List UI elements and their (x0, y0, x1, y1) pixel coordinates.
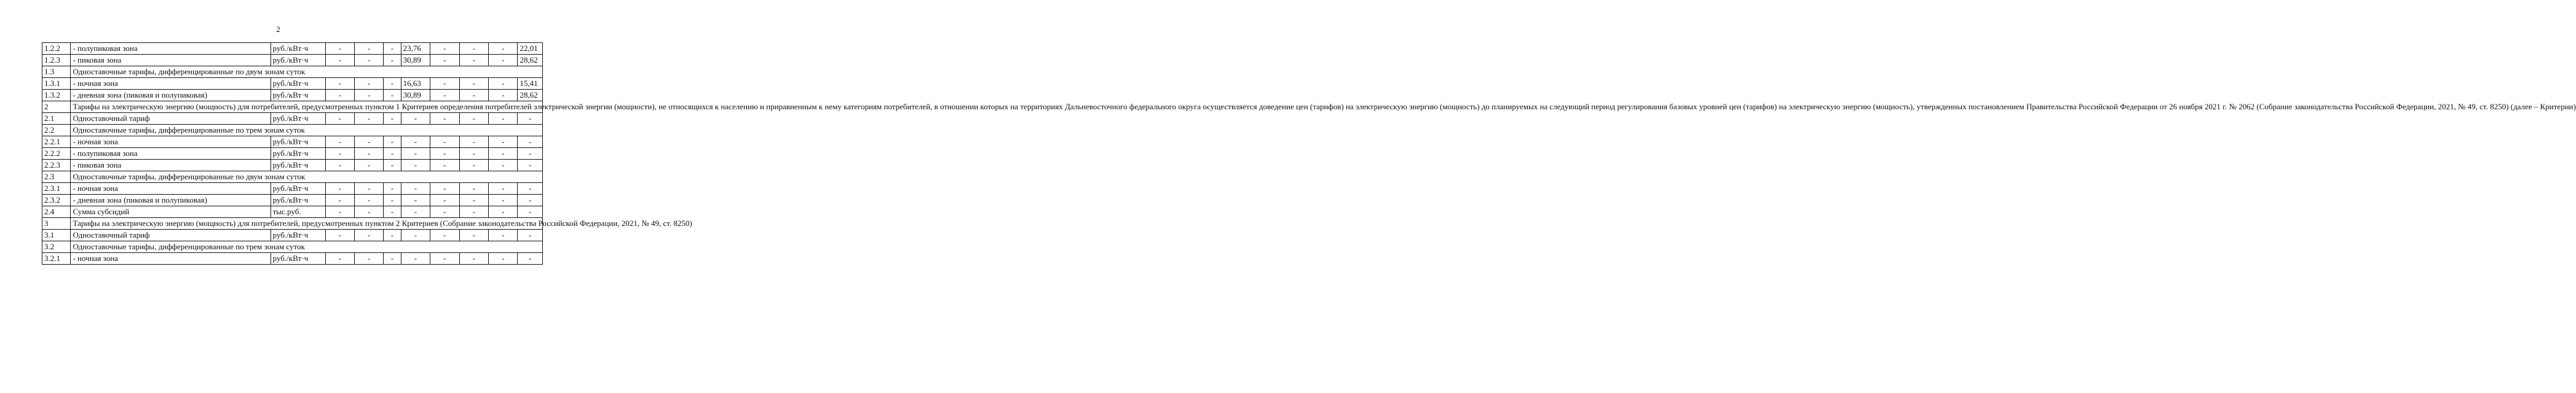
unit-cell: руб./кВт·ч (271, 253, 325, 265)
value-cell: - (430, 90, 459, 101)
row-label: Одноставочный тариф (71, 230, 271, 241)
value-cell: - (430, 113, 459, 125)
table-row (42, 90, 543, 101)
value-cell: - (325, 43, 354, 55)
value-cell: - (459, 55, 488, 66)
row-number: 1.3.1 (42, 78, 71, 90)
value-cell: - (489, 148, 518, 160)
table-row (42, 160, 543, 171)
value-cell: 15,41 (518, 78, 543, 90)
row-number: 2.2.2 (42, 148, 71, 160)
row-number: 1.2.3 (42, 55, 71, 66)
value-cell: - (489, 78, 518, 90)
unit-cell: руб./кВт·ч (271, 55, 325, 66)
table-row (42, 206, 543, 218)
value-cell: - (430, 136, 459, 148)
row-number: 2.3.1 (42, 183, 71, 195)
page-number: 2 (276, 25, 280, 34)
row-label: Тарифы на электрическую энергию (мощность) для потребителей, предусмотренных пунктом 2 Критериев (Собрание законодательства Российской Федерации, 2021, № 49, ст. 8250) (71, 218, 543, 230)
row-number: 1.3 (42, 66, 71, 78)
value-cell: - (384, 55, 401, 66)
unit-cell: руб./кВт·ч (271, 136, 325, 148)
value-cell: - (325, 148, 354, 160)
value-cell: - (430, 43, 459, 55)
section-header-row (42, 171, 543, 183)
value-cell: - (354, 230, 383, 241)
value-cell: - (401, 113, 430, 125)
value-cell: - (489, 195, 518, 206)
value-cell: - (325, 253, 354, 265)
row-label: Тарифы на электрическую энергию (мощность) для потребителей, предусмотренных пунктом 1 Критериев определения потребителей электрической энергии (мощности), не относящихся к населению и приравненным к нему категориям потребителей, в отношении которых на территориях Дальневосточного федерального округа осуществляется доведение цен (тарифов) на электрическую энергию (мощность) до планируемых на следующий период регулирования базовых уровней цен (тарифов) на электрическую энергию (мощность), утвержденных постановлением Правительства Российской Федерации от 26 ноября 2021 г. № 2062 (Собрание законодательства Российской Федерации, 2021, № 49, ст. 8250) (далее – Критерии) (71, 101, 543, 113)
value-cell: - (489, 253, 518, 265)
value-cell: 28,62 (518, 90, 543, 101)
value-cell: - (354, 136, 383, 148)
table-row (42, 78, 543, 90)
table-row (42, 230, 543, 241)
value-cell: - (459, 78, 488, 90)
row-number: 1.2.2 (42, 43, 71, 55)
value-cell: - (401, 206, 430, 218)
value-cell: - (354, 148, 383, 160)
value-cell: - (325, 113, 354, 125)
row-label: - ночная зона (71, 253, 271, 265)
value-cell: - (518, 253, 543, 265)
value-cell: - (401, 183, 430, 195)
row-label: - дневная зона (пиковая и полупиковая) (71, 90, 271, 101)
value-cell: - (459, 183, 488, 195)
value-cell: - (489, 43, 518, 55)
value-cell: - (430, 148, 459, 160)
value-cell: - (384, 253, 401, 265)
value-cell: - (489, 55, 518, 66)
row-number: 2.3.2 (42, 195, 71, 206)
value-cell: - (489, 136, 518, 148)
row-number: 1.3.2 (42, 90, 71, 101)
unit-cell: тыс.руб. (271, 206, 325, 218)
value-cell: - (354, 183, 383, 195)
row-number: 2.2 (42, 125, 71, 136)
value-cell: - (384, 113, 401, 125)
unit-cell: руб./кВт·ч (271, 113, 325, 125)
value-cell: - (489, 90, 518, 101)
value-cell: - (401, 148, 430, 160)
value-cell: - (384, 90, 401, 101)
value-cell: - (489, 206, 518, 218)
value-cell: - (489, 183, 518, 195)
value-cell: - (325, 160, 354, 171)
value-cell: - (384, 78, 401, 90)
value-cell: - (518, 113, 543, 125)
row-label: - ночная зона (71, 136, 271, 148)
value-cell: - (325, 183, 354, 195)
value-cell: - (430, 195, 459, 206)
value-cell: - (325, 90, 354, 101)
section-text-row (42, 218, 543, 230)
value-cell: - (384, 160, 401, 171)
value-cell: - (430, 55, 459, 66)
row-label: - пиковая зона (71, 55, 271, 66)
value-cell: - (459, 113, 488, 125)
row-number: 2 (42, 101, 71, 113)
value-cell: - (401, 160, 430, 171)
unit-cell: руб./кВт·ч (271, 160, 325, 171)
value-cell: - (489, 230, 518, 241)
tariff-table (42, 42, 2576, 265)
value-cell: - (384, 148, 401, 160)
value-cell: - (459, 43, 488, 55)
unit-cell: руб./кВт·ч (271, 148, 325, 160)
value-cell: 16,63 (401, 78, 430, 90)
value-cell: - (459, 90, 488, 101)
unit-cell: руб./кВт·ч (271, 230, 325, 241)
value-cell: - (354, 253, 383, 265)
row-number: 2.3 (42, 171, 71, 183)
row-label: Одноставочные тарифы, дифференцированные по трем зонам суток (71, 125, 543, 136)
row-number: 3.2 (42, 241, 71, 253)
value-cell: 30,89 (401, 90, 430, 101)
value-cell: - (325, 230, 354, 241)
table-row (42, 195, 543, 206)
row-number: 3.2.1 (42, 253, 71, 265)
value-cell: 28,62 (518, 55, 543, 66)
section-header-row (42, 125, 543, 136)
row-label: - пиковая зона (71, 160, 271, 171)
value-cell: - (459, 206, 488, 218)
unit-cell: руб./кВт·ч (271, 78, 325, 90)
value-cell: - (459, 253, 488, 265)
value-cell: - (325, 136, 354, 148)
unit-cell: руб./кВт·ч (271, 195, 325, 206)
row-number: 2.2.1 (42, 136, 71, 148)
row-label: Сумма субсидий (71, 206, 271, 218)
value-cell: - (384, 43, 401, 55)
value-cell: - (354, 206, 383, 218)
value-cell: - (518, 136, 543, 148)
value-cell: - (354, 90, 383, 101)
table-row (42, 253, 543, 265)
tariff-table-body (42, 43, 2576, 265)
value-cell: - (430, 253, 459, 265)
row-label: Одноставочные тарифы, дифференцированные по двум зонам суток (71, 171, 543, 183)
value-cell: - (489, 160, 518, 171)
value-cell: 30,89 (401, 55, 430, 66)
row-label: - ночная зона (71, 183, 271, 195)
value-cell: - (401, 230, 430, 241)
table-row (42, 113, 543, 125)
row-number: 3 (42, 218, 71, 230)
value-cell: - (354, 113, 383, 125)
row-number: 2.2.3 (42, 160, 71, 171)
section-text-row (42, 101, 543, 113)
value-cell: - (384, 206, 401, 218)
table-row (42, 55, 543, 66)
section-header-row (42, 66, 543, 78)
value-cell: - (430, 160, 459, 171)
row-number: 2.1 (42, 113, 71, 125)
value-cell: - (459, 136, 488, 148)
value-cell: - (325, 78, 354, 90)
value-cell: - (401, 136, 430, 148)
value-cell: - (518, 206, 543, 218)
value-cell: - (354, 55, 383, 66)
row-label: - ночная зона (71, 78, 271, 90)
row-label: - полупиковая зона (71, 148, 271, 160)
value-cell: - (325, 206, 354, 218)
value-cell: - (430, 183, 459, 195)
value-cell: - (354, 195, 383, 206)
row-label: Одноставочные тарифы, дифференцированные по трем зонам суток (71, 241, 543, 253)
value-cell: - (459, 160, 488, 171)
unit-cell: руб./кВт·ч (271, 183, 325, 195)
row-label: - дневная зона (пиковая и полупиковая) (71, 195, 271, 206)
value-cell: - (384, 195, 401, 206)
value-cell: - (354, 78, 383, 90)
value-cell: - (518, 160, 543, 171)
value-cell: - (489, 113, 518, 125)
section-header-row (42, 241, 543, 253)
value-cell: - (384, 136, 401, 148)
unit-cell: руб./кВт·ч (271, 43, 325, 55)
value-cell: - (430, 230, 459, 241)
unit-cell: руб./кВт·ч (271, 90, 325, 101)
value-cell: - (430, 206, 459, 218)
value-cell: - (384, 230, 401, 241)
value-cell: - (401, 253, 430, 265)
value-cell: - (518, 230, 543, 241)
value-cell: - (518, 183, 543, 195)
table-row (42, 148, 543, 160)
table-row (42, 43, 543, 55)
value-cell: - (459, 195, 488, 206)
value-cell: - (325, 195, 354, 206)
value-cell: - (354, 160, 383, 171)
row-label: Одноставочные тарифы, дифференцированные по двум зонам суток (71, 66, 543, 78)
value-cell: - (401, 195, 430, 206)
value-cell: - (430, 78, 459, 90)
row-label: - полупиковая зона (71, 43, 271, 55)
row-number: 3.1 (42, 230, 71, 241)
value-cell: 23,76 (401, 43, 430, 55)
value-cell: - (384, 183, 401, 195)
row-label: Одноставочный тариф (71, 113, 271, 125)
value-cell: - (459, 148, 488, 160)
row-number: 2.4 (42, 206, 71, 218)
table-row (42, 136, 543, 148)
value-cell: - (518, 195, 543, 206)
value-cell: - (325, 55, 354, 66)
value-cell: 22,01 (518, 43, 543, 55)
value-cell: - (518, 148, 543, 160)
value-cell: - (354, 43, 383, 55)
table-row (42, 183, 543, 195)
value-cell: - (459, 230, 488, 241)
